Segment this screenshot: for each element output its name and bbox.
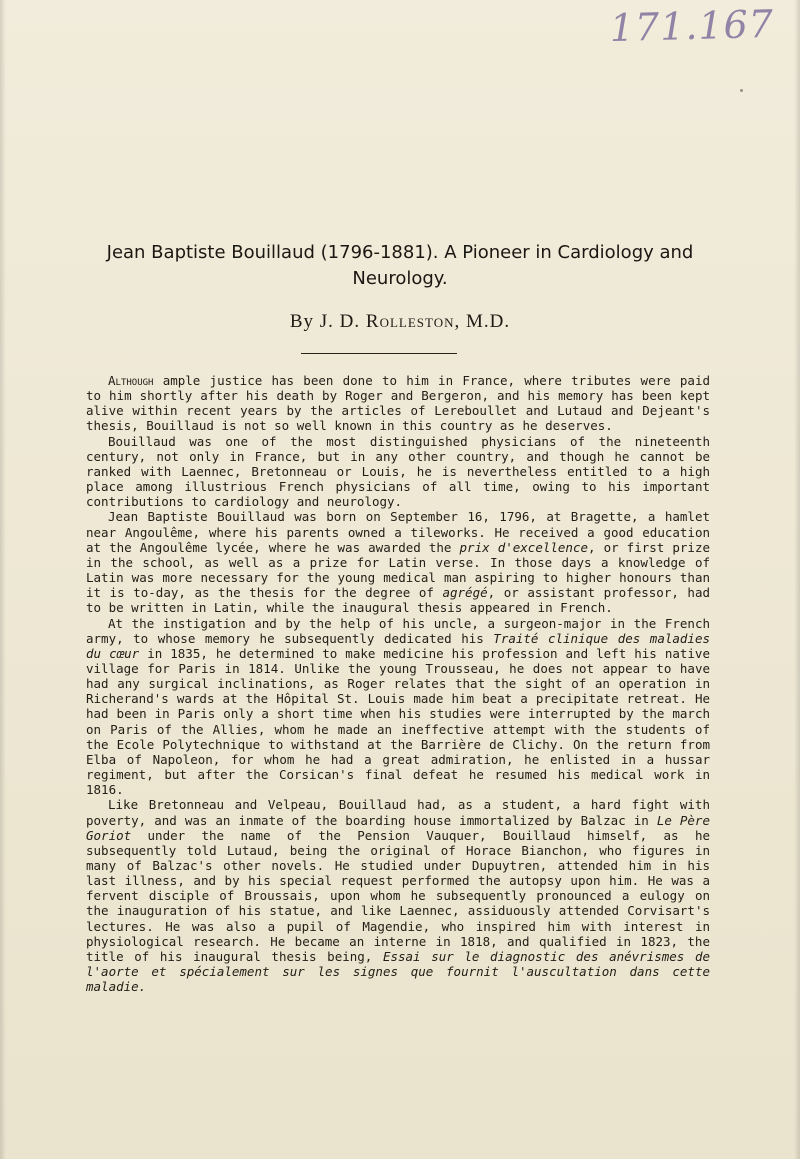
page-edge-shadow [0,0,6,1159]
paragraph-text: , or first prize in the school, as well as a prize for Latin verse. In those days a knowledge of Latin was more necessary for the young medical man aspiring to higher honours than it is to-day, as the thesis for the degree of [86,539,710,601]
paragraph-text: ample justice has been done to him in France, where tributes were paid to him shortly after his death by Roger and Bergeron, and his memory has been kept alive within recent years by the articles of Lereboullet and Lutaud and Dejeant's thesis, Bouillaud is not so well known in this country as he deserves. [86,373,710,434]
italic-title: agrégé [442,585,488,601]
paragraph-text: Like Bretonneau and Velpeau, Bouillaud had, as a student, a hard fight with poverty, and was an inmate of the boarding house immortalized by Balzac in [86,797,710,828]
handwritten-catalog-number: 171.167 [609,1,775,51]
author-byline [100,311,700,333]
author-surname: Rolleston [365,311,455,332]
body-paragraph [86,616,710,798]
body-paragraph [86,373,710,434]
paragraph-text: under the name of the Pension Vauquer, Bouillaud himself, as he subsequently told Lutaud, being the original of Horace Bianchon, who figures in many of Balzac's other novels. He studied under Dupuytren, attended him in his last illness, and by his special request performed the autopsy upon him. He was a fervent disciple of Broussais, upon whom he subsequently pronounced a eulogy on the inauguration of his statue, and like Laennec, assiduously attended Corvisart's lectures. He was also a pupil of Magendie, who inspired him with interest in physiological research. He became an interne in 1818, and qualified in 1823, the title of his inaugural thesis being, [86,827,710,964]
byline-prefix: By J. D. [289,311,361,332]
paragraph-text: Jean Baptiste Bouillaud was born on September 16, 1796, at Bragette, a hamlet near Angoulême, where his parents owned a tileworks. He received a good education at the Angoulême lycée, where he was awarded the [86,509,710,555]
paragraph-text: Although [108,373,154,388]
body-paragraph [86,434,710,510]
italic-title: Essai sur le diagnostic des anévrismes de l'aorte et spécialement sur les signes que fournit l'auscultation dans cette maladie. [86,948,710,995]
paragraph-text: , or assistant professor, had to be written in Latin, while the inaugural thesis appeared in French. [86,585,711,616]
paragraph-text: Bouillaud was one of the most distinguished physicians of the nineteenth century, not only in France, but in any other country, and though he cannot be ranked with Laennec, Bretonneau or Louis, he is nevertheless entitled to a high place among illustrious French physicians of all time, owing to his important contributions to cardiology and neurology. [86,433,710,510]
paragraph-text: At the instigation and by the help of his uncle, a surgeon-major in the French army, to whose memory he subsequently dedicated his [86,615,710,646]
body-paragraph [86,509,710,615]
italic-title: prix d'excellence [459,539,588,555]
title-divider [301,353,457,354]
paragraph-text: in 1835, he determined to make medicine his profession and left his native village for Paris in 1814. Unlike the young Trousseau, he does not appear to have had any surgical inclinations, as Roger relates that the sight of an operation in Richerand's wards at the Hôpital St. Louis made him beat a precipitate retreat. He had been in Paris only a short time when his studies were interrupted by the march on Paris of the Allies, whom he made an ineffective attempt with the students of the Ecole Polytechnique to withstand at the Barrière de Clichy. On the return from Elba of Napoleon, for whom he had a great admiration, he enlisted in a hussar regiment, but after the Corsican's final defeat he resumed his medical work in 1816. [86,645,710,798]
article-title: Jean Baptiste Bouillaud (1796-1881). A Pioneer in Cardiology and Neurology. [106,242,694,289]
article-body [86,373,710,994]
page-edge-shadow [794,0,800,1159]
italic-title: Traité clinique des maladies du cœur [86,630,710,661]
body-paragraph [86,797,710,994]
byline-suffix: , M.D. [454,311,511,332]
speck [740,89,743,92]
italic-title: Le Père Goriot [86,812,710,843]
